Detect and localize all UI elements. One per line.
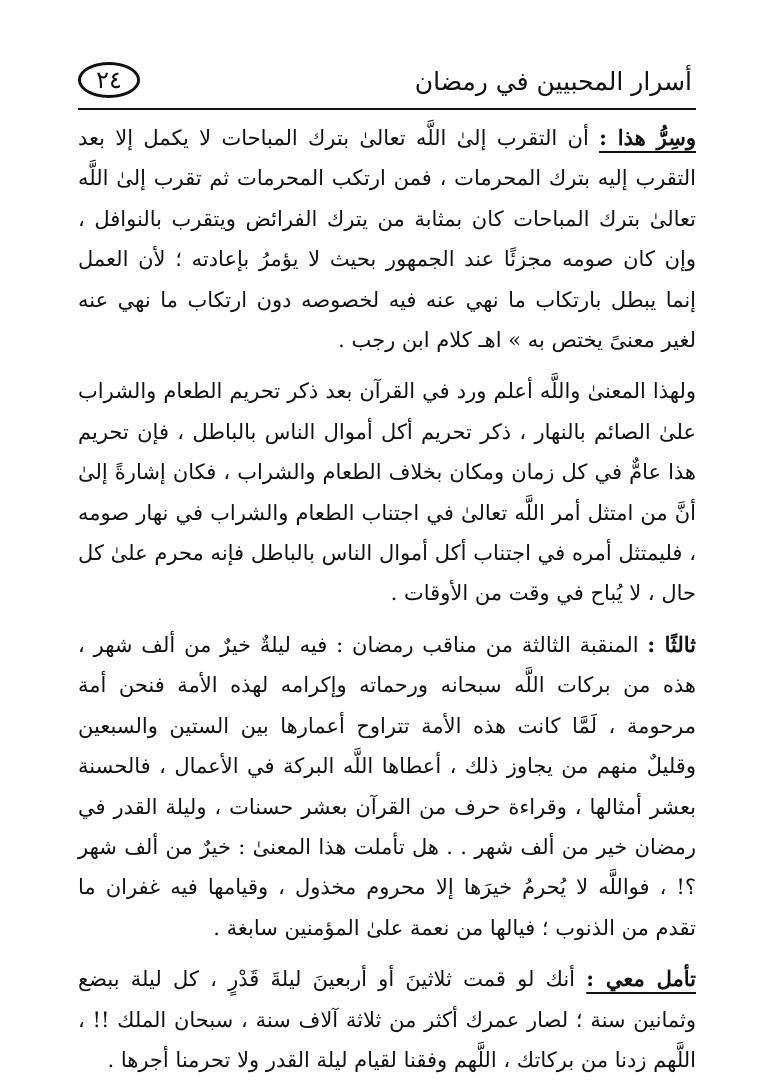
paragraph-lead: ثالثًا : bbox=[647, 631, 696, 657]
paragraph-text: أنك لو قمت ثلاثينَ أو أربعينَ ليلةَ قَدْرٍ ، كل ليلة ببضع وثمانين سنة ؛ لصار عمرك أكثر من ثلاثة آلاف سنة ، سبحان الملك !! ، اللَّهم زدنا من بركاتك ، اللَّهم وفقنا لقيام ليلة القدر ولا تحرمنا أجرها . bbox=[78, 967, 696, 1072]
paragraph-3 bbox=[78, 625, 696, 948]
paragraph-text: ولهذا المعنىٰ واللَّه أعلم ورد في القرآن بعد ذكر تحريم الطعام والشراب علىٰ الصائم بالنهار ، ذكر تحريم أكل أموال الناس بالباطل ، فإن تحريم هذا عامٌّ في كل زمان ومكان بخلاف الطعام والشراب ، فكان إشارةً إلىٰ أنَّ من امتثل أمر اللَّه تعالىٰ في اجتناب الطعام والشراب في نهار صومه ، فليمتثل أمره في اجتناب أكل أموال الناس بالباطل فإنه محرم علىٰ كل حال ، لا يُباح في وقت من الأوقات . bbox=[78, 379, 696, 606]
running-header bbox=[78, 62, 696, 106]
paragraph-lead: تأمل معي : bbox=[586, 966, 696, 992]
body-text bbox=[78, 118, 696, 1091]
paragraph-text: أن التقرب إلىٰ اللَّه تعالىٰ بترك المباحات لا يكمل إلا بعد التقرب إليه بترك المحرمات ، فمن ارتكب المحرمات ثم تقرب إلىٰ اللَّه تعالىٰ بترك المباحات كان بمثابة من يترك الفرائض ويتقرب بالنوافل ، وإن كان صومه مجزئًا عند الجمهور بحيث لا يؤمرُ بإعادته ؛ لأن العمل إنما يبطل بارتكاب ما نهي عنه فيه لخصوصه دون ارتكاب ما نهي عنه لغير معنىً يختص به » اهـ كلام ابن رجب . bbox=[78, 126, 696, 353]
paragraph-1 bbox=[78, 118, 696, 360]
page-number: ٢٤ bbox=[78, 62, 140, 98]
book-title: أسرار المحبيين في رمضان bbox=[414, 67, 692, 96]
paragraph-4 bbox=[78, 959, 696, 1080]
header-divider bbox=[78, 108, 696, 110]
paragraph-lead: وسِرُّ هذا : bbox=[599, 125, 696, 150]
paragraph-text: المنقبة الثالثة من مناقب رمضان : فيه ليلةٌ خيرٌ من ألف شهر ، هذه من بركات اللَّه سبحانه ورحماته وإكرامه لهذه الأمة فنحن أمة مرحومة ، لَمَّا كانت هذه الأمة تتراوح أعمارها بين الستين والسبعين وقليلٌ منهم من يجاوز ذلك ، أعطاها اللَّه البركة في الأعمال ، فالحسنة بعشر أمثالها ، وقراءة حرف من القرآن بعشر حسنات ، وليلة القدر في رمضان خير من ألف شهر . . هل تأملت هذا المعنىٰ : خيرٌ من ألف شهر ؟! ، فواللَّه لا يُحرمُ خيرَها إلا محروم مخذول ، وقيامها فيه غفران ما تقدم من الذنوب ؛ فيالها من نعمة علىٰ المؤمنين سابغة . bbox=[78, 632, 696, 940]
paragraph-2 bbox=[78, 371, 696, 613]
